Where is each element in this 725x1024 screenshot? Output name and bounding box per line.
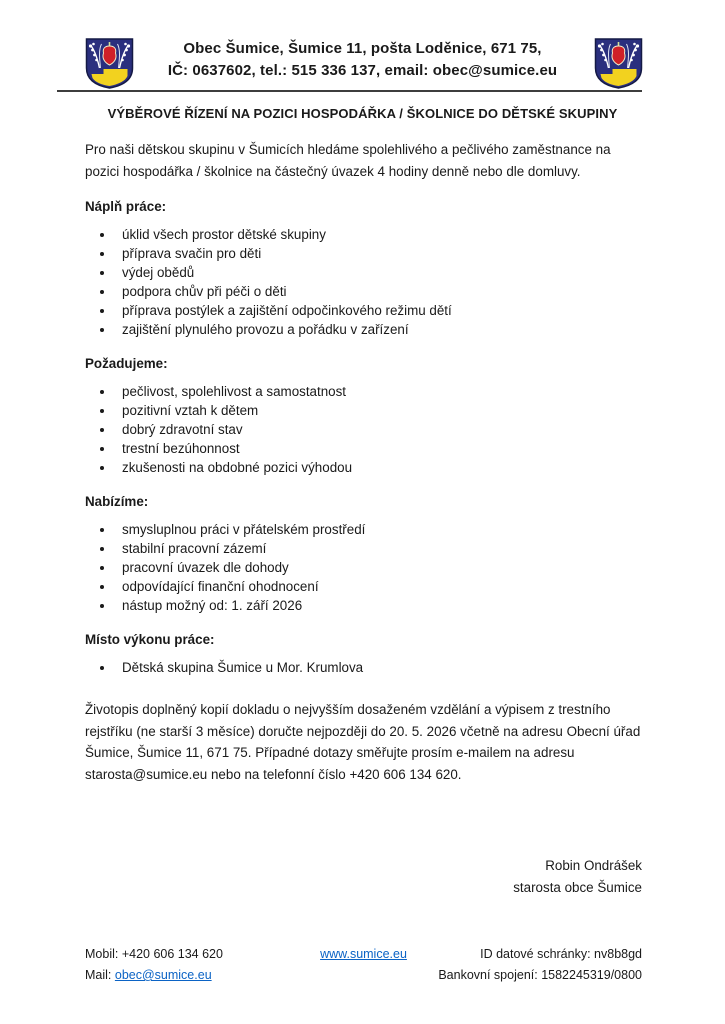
- header-divider: [57, 90, 642, 92]
- list-item: • trestní bezúhonnost: [115, 439, 642, 458]
- list-item: • Dětská skupina Šumice u Mor. Krumlova: [115, 658, 642, 677]
- list-item: • odpovídající finanční ohodnocení: [115, 577, 642, 596]
- footer-contact-column: [85, 944, 223, 986]
- bullet-list-misto-vykonu: [85, 658, 642, 677]
- page-title: VÝBĚROVÉ ŘÍZENÍ NA POZICI HOSPODÁŘKA / ŠKOLNICE DO DĚTSKÉ SKUPINY: [107, 106, 618, 121]
- header: [0, 0, 725, 92]
- coat-of-arms-icon: [593, 37, 644, 90]
- footer-databox-line: ID datové schránky: nv8b8gd: [480, 947, 642, 961]
- bullet-list-napln-prace: [85, 225, 642, 339]
- footer-ids-column: [438, 944, 642, 986]
- section-heading-pozadujeme: Požadujeme:: [85, 356, 168, 371]
- bullet-list-nabizime: [85, 520, 642, 615]
- list-item: • pozitivní vztah k dětem: [115, 401, 642, 420]
- closing-paragraph: Životopis doplněný kopií dokladu o nejvyšším dosaženém vzdělání a výpisem z trestního rejstříku (ne starší 3 měsíce) doručte nejpozději do 20. 5. 2026 včetně na adresu Obecní úřad Šumice, Šumice 11, 671 75. Případné dotazy směřujte prosím e-mailem na adresu starosta@sumice.eu nebo na telefonní číslo +420 606 134 620.: [85, 702, 641, 782]
- list-item: • smysluplnou práci v přátelském prostředí: [115, 520, 642, 539]
- footer: [85, 944, 642, 986]
- section-heading-misto-vykonu: Místo výkonu práce:: [85, 632, 215, 647]
- signature-block: [85, 855, 642, 898]
- header-address-line: Obec Šumice, Šumice 11, pošta Loděnice, 671 75,: [183, 40, 542, 57]
- footer-email-link[interactable]: obec@sumice.eu: [114, 968, 212, 982]
- list-item: • nástup možný od: 1. září 2026: [115, 596, 642, 615]
- header-text: [123, 38, 603, 82]
- footer-website-link[interactable]: www.sumice.eu: [320, 947, 407, 961]
- list-item: • zkušenosti na obdobné pozici výhodou: [115, 458, 642, 477]
- list-item: • pracovní úvazek dle dohody: [115, 558, 642, 577]
- list-item: • úklid všech prostor dětské skupiny: [115, 225, 642, 244]
- footer-mail-label: Mail:: [85, 968, 115, 982]
- list-item: • podpora chův při péči o děti: [115, 282, 642, 301]
- list-item: • pečlivost, spolehlivost a samostatnost: [115, 382, 642, 401]
- list-item: • výdej obědů: [115, 263, 642, 282]
- document-body: [85, 139, 642, 898]
- intro-paragraph: Pro naši dětskou skupinu v Šumicích hledáme spolehlivého a pečlivého zaměstnance na pozici hospodářka / školnice na částečný úvazek 4 hodiny denně nebo dle domluvy.: [85, 142, 611, 179]
- list-item: • zajištění plynulého provozu a pořádku v zařízení: [115, 320, 642, 339]
- header-contact-line: IČ: 0637602, tel.: 515 336 137, email: obec@sumice.eu: [167, 62, 558, 79]
- bullet-list-pozadujeme: [85, 382, 642, 477]
- section-heading-nabizime: Nabízíme:: [85, 494, 149, 509]
- footer-mobile-line: Mobil: +420 606 134 620: [85, 947, 223, 961]
- signature-role: starosta obce Šumice: [513, 879, 642, 895]
- list-item: • dobrý zdravotní stav: [115, 420, 642, 439]
- coat-of-arms-icon: [84, 37, 135, 90]
- signature-name: Robin Ondrášek: [545, 858, 642, 873]
- list-item: • stabilní pracovní zázemí: [115, 539, 642, 558]
- footer-bank-line: Bankovní spojení: 1582245319/0800: [438, 968, 642, 982]
- list-item: • příprava svačin pro děti: [115, 244, 642, 263]
- footer-web-column: [320, 944, 407, 965]
- footer-mail-line: [85, 965, 223, 986]
- section-heading-napln-prace: Náplň práce:: [85, 199, 167, 214]
- list-item: • příprava postýlek a zajištění odpočinkového režimu dětí: [115, 301, 642, 320]
